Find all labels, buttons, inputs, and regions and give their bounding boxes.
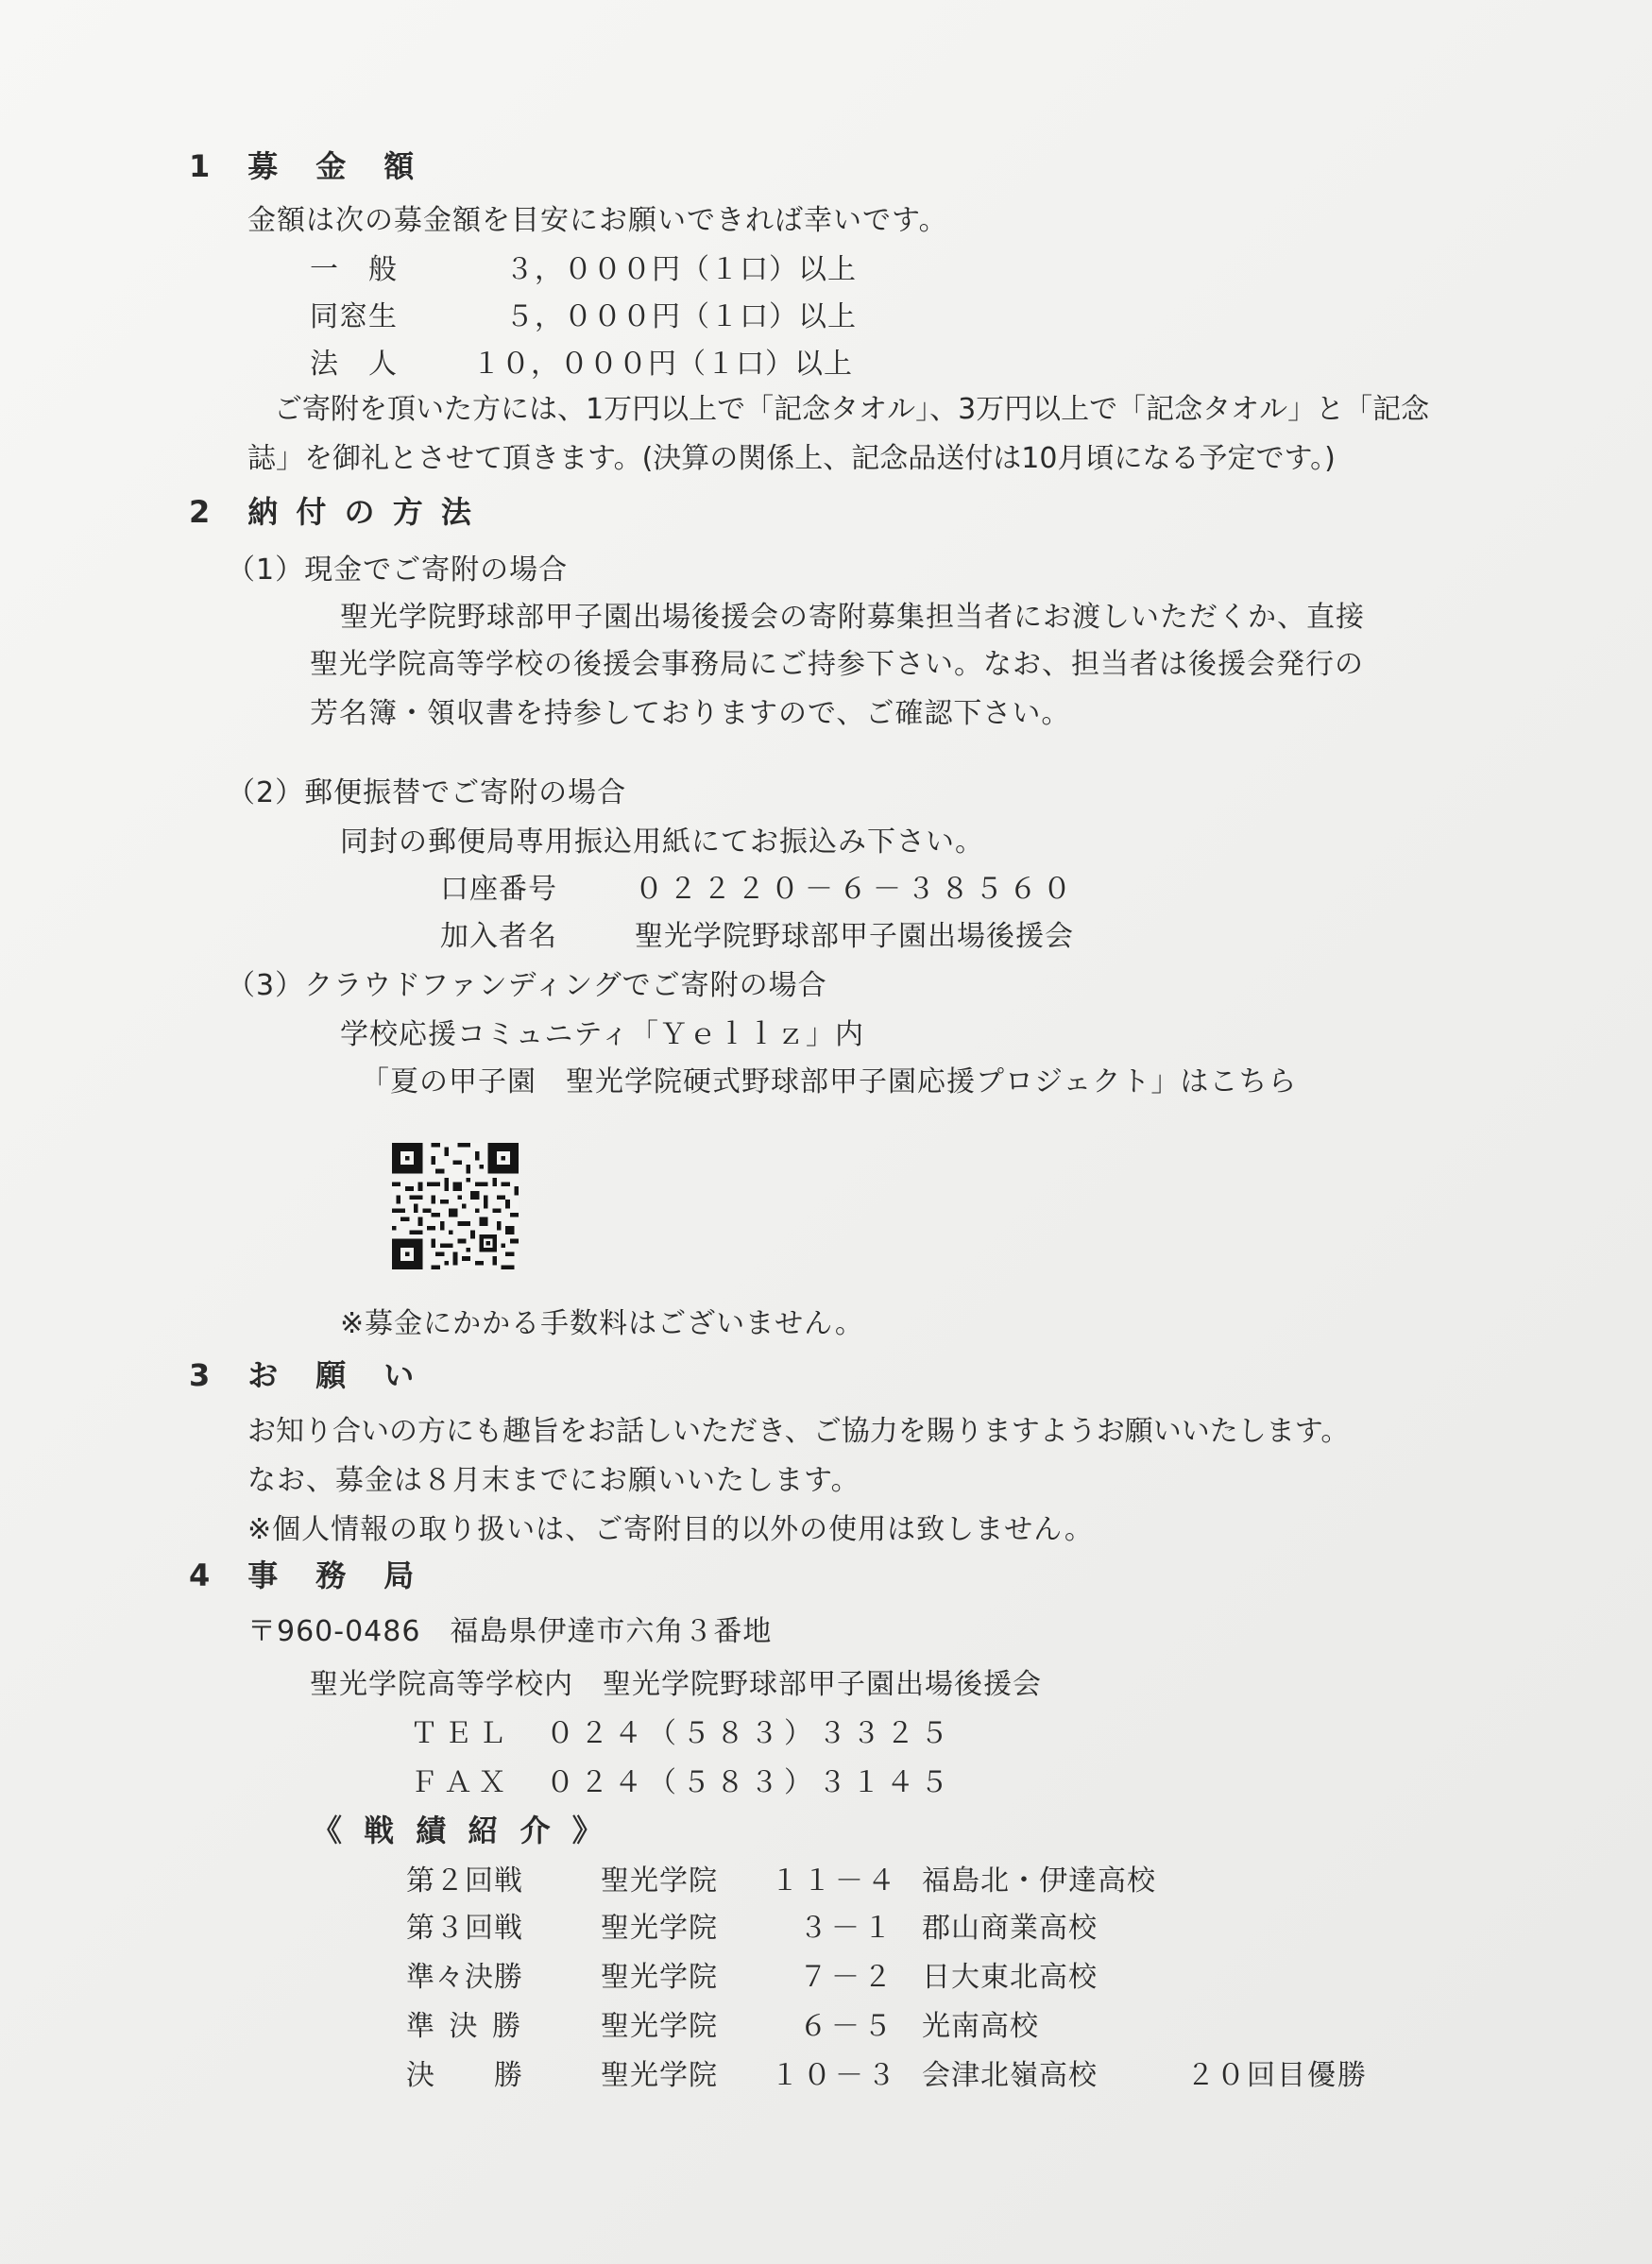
tier-amount: ５，０００円（１口）以上 <box>505 300 857 333</box>
tier-label: 同窓生 <box>310 300 398 333</box>
results-heading: 《 戦 績 紹 介 》 <box>312 1813 608 1848</box>
result-score: １１－４ <box>771 1864 899 1898</box>
request-line-3: ※個人情報の取り扱いは、ご寄附目的以外の使用は致しません。 <box>247 1513 1094 1546</box>
result-team: 聖光学院 <box>601 1961 718 1994</box>
result-team: 聖光学院 <box>601 2010 718 2043</box>
section-1-heading: 1 募 金 額 <box>189 148 418 184</box>
qr-code-image[interactable] <box>389 1143 521 1269</box>
office-address: 〒960-0486 福島県伊達市六角３番地 <box>247 1615 773 1648</box>
request-line-1: お知り合いの方にも趣旨をお話しいただき、ご協力を賜りますようお願いいたします。 <box>247 1415 1350 1448</box>
account-number-label: 口座番号 <box>440 873 557 906</box>
section-1-intro: 金額は次の募金額を目安にお願いできれば幸いです。 <box>247 204 948 237</box>
result-team: 聖光学院 <box>601 2059 718 2092</box>
tier-label: 法 人 <box>310 348 398 381</box>
result-opponent: 郡山商業高校 <box>922 1912 1098 1945</box>
result-opponent: 会津北嶺高校 <box>922 2059 1098 2092</box>
result-team: 聖光学院 <box>601 1864 718 1898</box>
gift-note-line-2: 誌」を御礼とさせて頂きます。(決算の関係上、記念品送付は10月頃になる予定です。) <box>247 442 1336 475</box>
subsection-cash: （1）現金でご寄附の場合 <box>227 553 569 587</box>
result-score: １０－３ <box>771 2059 899 2092</box>
section-3-heading: 3 お 願 い <box>189 1357 418 1393</box>
gift-note-line-1: ご寄附を頂いた方には、1万円以上で「記念タオル」、3万円以上で「記念タオル」と「記念 <box>274 393 1430 426</box>
account-number-value: ０２２２０－６－３８５６０ <box>635 873 1077 906</box>
result-score: ７－２ <box>799 1961 895 1994</box>
crowdfunding-line-2: 「夏の甲子園 聖光学院硬式野球部甲子園応援プロジェクト」はこちら <box>361 1065 1298 1098</box>
tier-label: 一 般 <box>310 253 398 286</box>
result-score: ３－１ <box>799 1912 895 1945</box>
result-round: 第３回戦 <box>406 1912 523 1945</box>
result-round: 決 勝 <box>406 2059 523 2092</box>
result-round: 準 決 勝 <box>406 2010 524 2043</box>
tier-amount: ３，０００円（１口）以上 <box>505 253 857 286</box>
fee-note: ※募金にかかる手数料はございません。 <box>340 1307 864 1340</box>
result-team: 聖光学院 <box>601 1912 718 1945</box>
result-opponent: 日大東北高校 <box>922 1961 1098 1994</box>
subsection-crowdfunding: （3）クラウドファンディングでご寄附の場合 <box>227 969 827 1002</box>
cash-line-2: 聖光学院高等学校の後援会事務局にご持参下さい。なお、担当者は後援会発行の <box>310 648 1364 681</box>
office-tel: ＴＥＬ ０２４（５８３）３３２５ <box>410 1717 954 1750</box>
account-holder-label: 加入者名 <box>440 920 557 953</box>
section-4-heading: 4 事 務 局 <box>189 1558 418 1593</box>
result-note: ２０回目優勝 <box>1186 2059 1368 2092</box>
request-line-2: なお、募金は８月末までにお願いいたします。 <box>247 1464 860 1497</box>
tier-amount: １０，０００円（１口）以上 <box>472 348 853 381</box>
postal-line: 同封の郵便局専用振込用紙にてお振込み下さい。 <box>340 826 984 859</box>
result-round: 準々決勝 <box>406 1961 523 1994</box>
crowdfunding-line-1: 学校応援コミュニティ「Ｙｅｌｌｚ」内 <box>340 1018 864 1051</box>
cash-line-1: 聖光学院野球部甲子園出場後援会の寄附募集担当者にお渡しいただくか、直接 <box>340 601 1365 634</box>
account-holder-value: 聖光学院野球部甲子園出場後援会 <box>635 920 1074 953</box>
result-opponent: 福島北・伊達高校 <box>922 1864 1156 1898</box>
cash-line-3: 芳名簿・領収書を持参しておりますので、ご確認下さい。 <box>310 697 1071 730</box>
result-score: ６－５ <box>799 2010 895 2043</box>
subsection-postal: （2）郵便振替でご寄附の場合 <box>227 776 627 809</box>
office-fax: ＦＡＸ ０２４（５８３）３１４５ <box>410 1766 954 1799</box>
office-organization: 聖光学院高等学校内 聖光学院野球部甲子園出場後援会 <box>310 1668 1042 1701</box>
result-opponent: 光南高校 <box>922 2010 1039 2043</box>
section-2-heading: 2 納 付 の 方 法 <box>189 494 475 530</box>
result-round: 第２回戦 <box>406 1864 523 1898</box>
